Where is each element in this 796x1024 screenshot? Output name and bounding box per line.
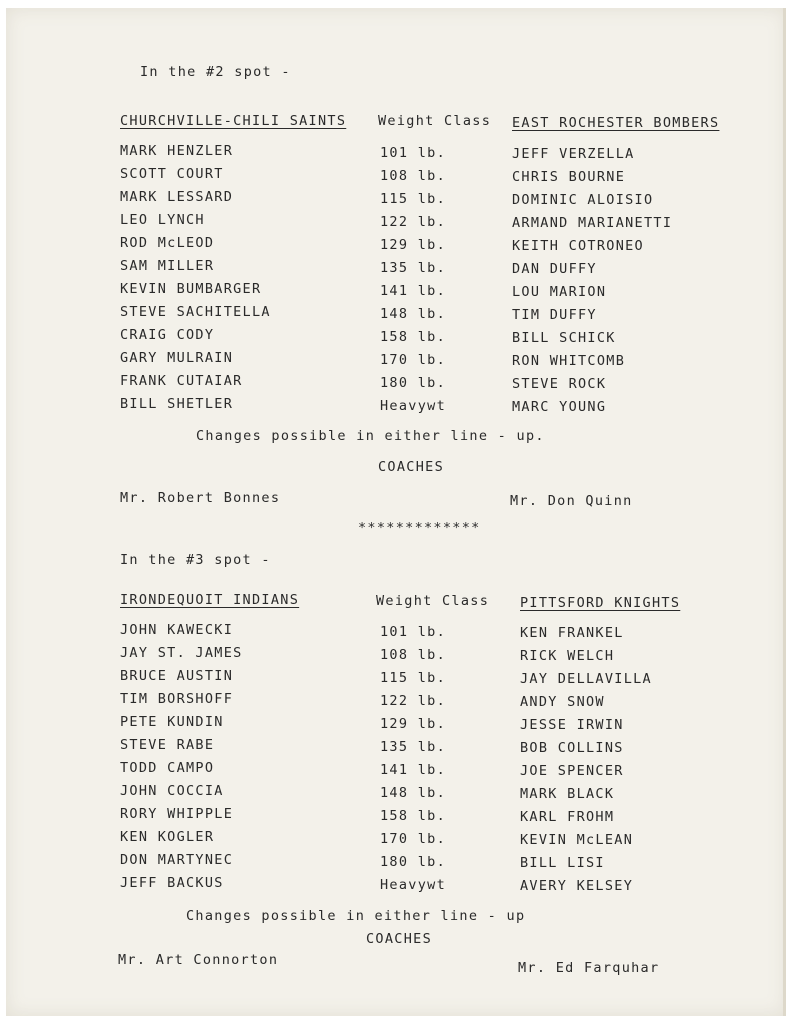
section3-team-left: IRONDEQUOIT INDIANS	[120, 592, 300, 608]
section2-right-wrestler: MARC YOUNG	[512, 399, 607, 415]
section3-left-wrestler: JEFF BACKUS	[120, 875, 224, 891]
section3-weight: Heavywt	[380, 877, 446, 893]
section3-right-wrestler: JAY DELLAVILLA	[520, 671, 652, 687]
section2-left-wrestler: SAM MILLER	[120, 258, 215, 274]
section2-weight: 148 lb.	[380, 306, 446, 322]
section3-right-wrestler: BOB COLLINS	[520, 740, 624, 756]
section3-left-wrestler: DON MARTYNEC	[120, 852, 234, 868]
section2-weight: 180 lb.	[380, 375, 446, 391]
section2-left-wrestler: BILL SHETLER	[120, 396, 234, 412]
section2-left-wrestler: STEVE SACHITELLA	[120, 304, 271, 320]
section2-coach-left: Mr. Robert Bonnes	[120, 490, 281, 506]
section2-left-wrestler: MARK HENZLER	[120, 143, 234, 159]
section2-left-wrestler: LEO LYNCH	[120, 212, 205, 228]
section3-weight: 101 lb.	[380, 624, 446, 640]
section3-weight: 129 lb.	[380, 716, 446, 732]
section3-weight: 115 lb.	[380, 670, 446, 686]
section3-right-wrestler: KEVIN McLEAN	[520, 832, 634, 848]
section2-intro: In the #2 spot -	[140, 64, 291, 80]
section3-left-wrestler: TODD CAMPO	[120, 760, 215, 776]
section3-weight: 122 lb.	[380, 693, 446, 709]
section2-right-wrestler: JEFF VERZELLA	[512, 146, 635, 162]
section-separator: *************	[358, 520, 481, 536]
section2-right-wrestler: LOU MARION	[512, 284, 607, 300]
section3-left-wrestler: JOHN KAWECKI	[120, 622, 234, 638]
section2-weight: 108 lb.	[380, 168, 446, 184]
section2-left-wrestler: FRANK CUTAIAR	[120, 373, 243, 389]
section2-weight: 158 lb.	[380, 329, 446, 345]
section2-right-wrestler: TIM DUFFY	[512, 307, 597, 323]
section2-right-wrestler: RON WHITCOMB	[512, 353, 626, 369]
section3-right-wrestler: KARL FROHM	[520, 809, 615, 825]
section2-left-wrestler: SCOTT COURT	[120, 166, 224, 182]
paper-edge	[783, 8, 786, 1016]
section3-left-wrestler: TIM BORSHOFF	[120, 691, 234, 707]
section3-team-right: PITTSFORD KNIGHTS	[520, 595, 681, 611]
section3-weight: 135 lb.	[380, 739, 446, 755]
section3-left-wrestler: STEVE RABE	[120, 737, 215, 753]
section2-weight: 101 lb.	[380, 145, 446, 161]
section2-left-wrestler: KEVIN BUMBARGER	[120, 281, 262, 297]
section2-right-wrestler: DOMINIC ALOISIO	[512, 192, 654, 208]
section2-team-left: CHURCHVILLE-CHILI SAINTS	[120, 113, 347, 129]
section2-weight: 170 lb.	[380, 352, 446, 368]
section3-coach-left: Mr. Art Connorton	[118, 952, 279, 968]
section3-intro: In the #3 spot -	[120, 552, 271, 568]
section2-right-wrestler: KEITH COTRONEO	[512, 238, 644, 254]
section2-weight: 135 lb.	[380, 260, 446, 276]
section3-left-wrestler: PETE KUNDIN	[120, 714, 224, 730]
section3-right-wrestler: MARK BLACK	[520, 786, 615, 802]
section3-left-wrestler: BRUCE AUSTIN	[120, 668, 234, 684]
section2-right-wrestler: DAN DUFFY	[512, 261, 597, 277]
section3-left-wrestler: RORY WHIPPLE	[120, 806, 234, 822]
section3-coach-right: Mr. Ed Farquhar	[518, 960, 660, 976]
section3-weight: 180 lb.	[380, 854, 446, 870]
section2-coach-right: Mr. Don Quinn	[510, 493, 633, 509]
section3-weight: 108 lb.	[380, 647, 446, 663]
section2-weight: Heavywt	[380, 398, 446, 414]
section2-weight: 115 lb.	[380, 191, 446, 207]
section3-right-wrestler: AVERY KELSEY	[520, 878, 634, 894]
section3-left-wrestler: JAY ST. JAMES	[120, 645, 243, 661]
section2-right-wrestler: CHRIS BOURNE	[512, 169, 626, 185]
section2-left-wrestler: CRAIG CODY	[120, 327, 215, 343]
section3-right-wrestler: ANDY SNOW	[520, 694, 605, 710]
section3-right-wrestler: KEN FRANKEL	[520, 625, 624, 641]
section2-weight: 129 lb.	[380, 237, 446, 253]
section2-left-wrestler: MARK LESSARD	[120, 189, 234, 205]
section2-coaches-label: COACHES	[378, 459, 444, 475]
section3-left-wrestler: JOHN COCCIA	[120, 783, 224, 799]
section3-weight: 148 lb.	[380, 785, 446, 801]
section2-team-right: EAST ROCHESTER BOMBERS	[512, 115, 720, 131]
section3-weight: 158 lb.	[380, 808, 446, 824]
section3-weight-header: Weight Class	[376, 593, 490, 609]
section2-left-wrestler: ROD McLEOD	[120, 235, 215, 251]
section3-right-wrestler: RICK WELCH	[520, 648, 615, 664]
section2-left-wrestler: GARY MULRAIN	[120, 350, 234, 366]
section2-changes-note: Changes possible in either line - up.	[196, 428, 545, 444]
section2-right-wrestler: BILL SCHICK	[512, 330, 616, 346]
section3-coaches-label: COACHES	[366, 931, 432, 947]
section3-right-wrestler: JOE SPENCER	[520, 763, 624, 779]
section2-weight-header: Weight Class	[378, 113, 492, 129]
section3-right-wrestler: JESSE IRWIN	[520, 717, 624, 733]
section3-weight: 170 lb.	[380, 831, 446, 847]
section2-right-wrestler: ARMAND MARIANETTI	[512, 215, 673, 231]
section3-weight: 141 lb.	[380, 762, 446, 778]
section2-weight: 122 lb.	[380, 214, 446, 230]
section3-right-wrestler: BILL LISI	[520, 855, 605, 871]
section2-right-wrestler: STEVE ROCK	[512, 376, 607, 392]
section3-changes-note: Changes possible in either line - up	[186, 908, 526, 924]
section2-weight: 141 lb.	[380, 283, 446, 299]
section3-left-wrestler: KEN KOGLER	[120, 829, 215, 845]
